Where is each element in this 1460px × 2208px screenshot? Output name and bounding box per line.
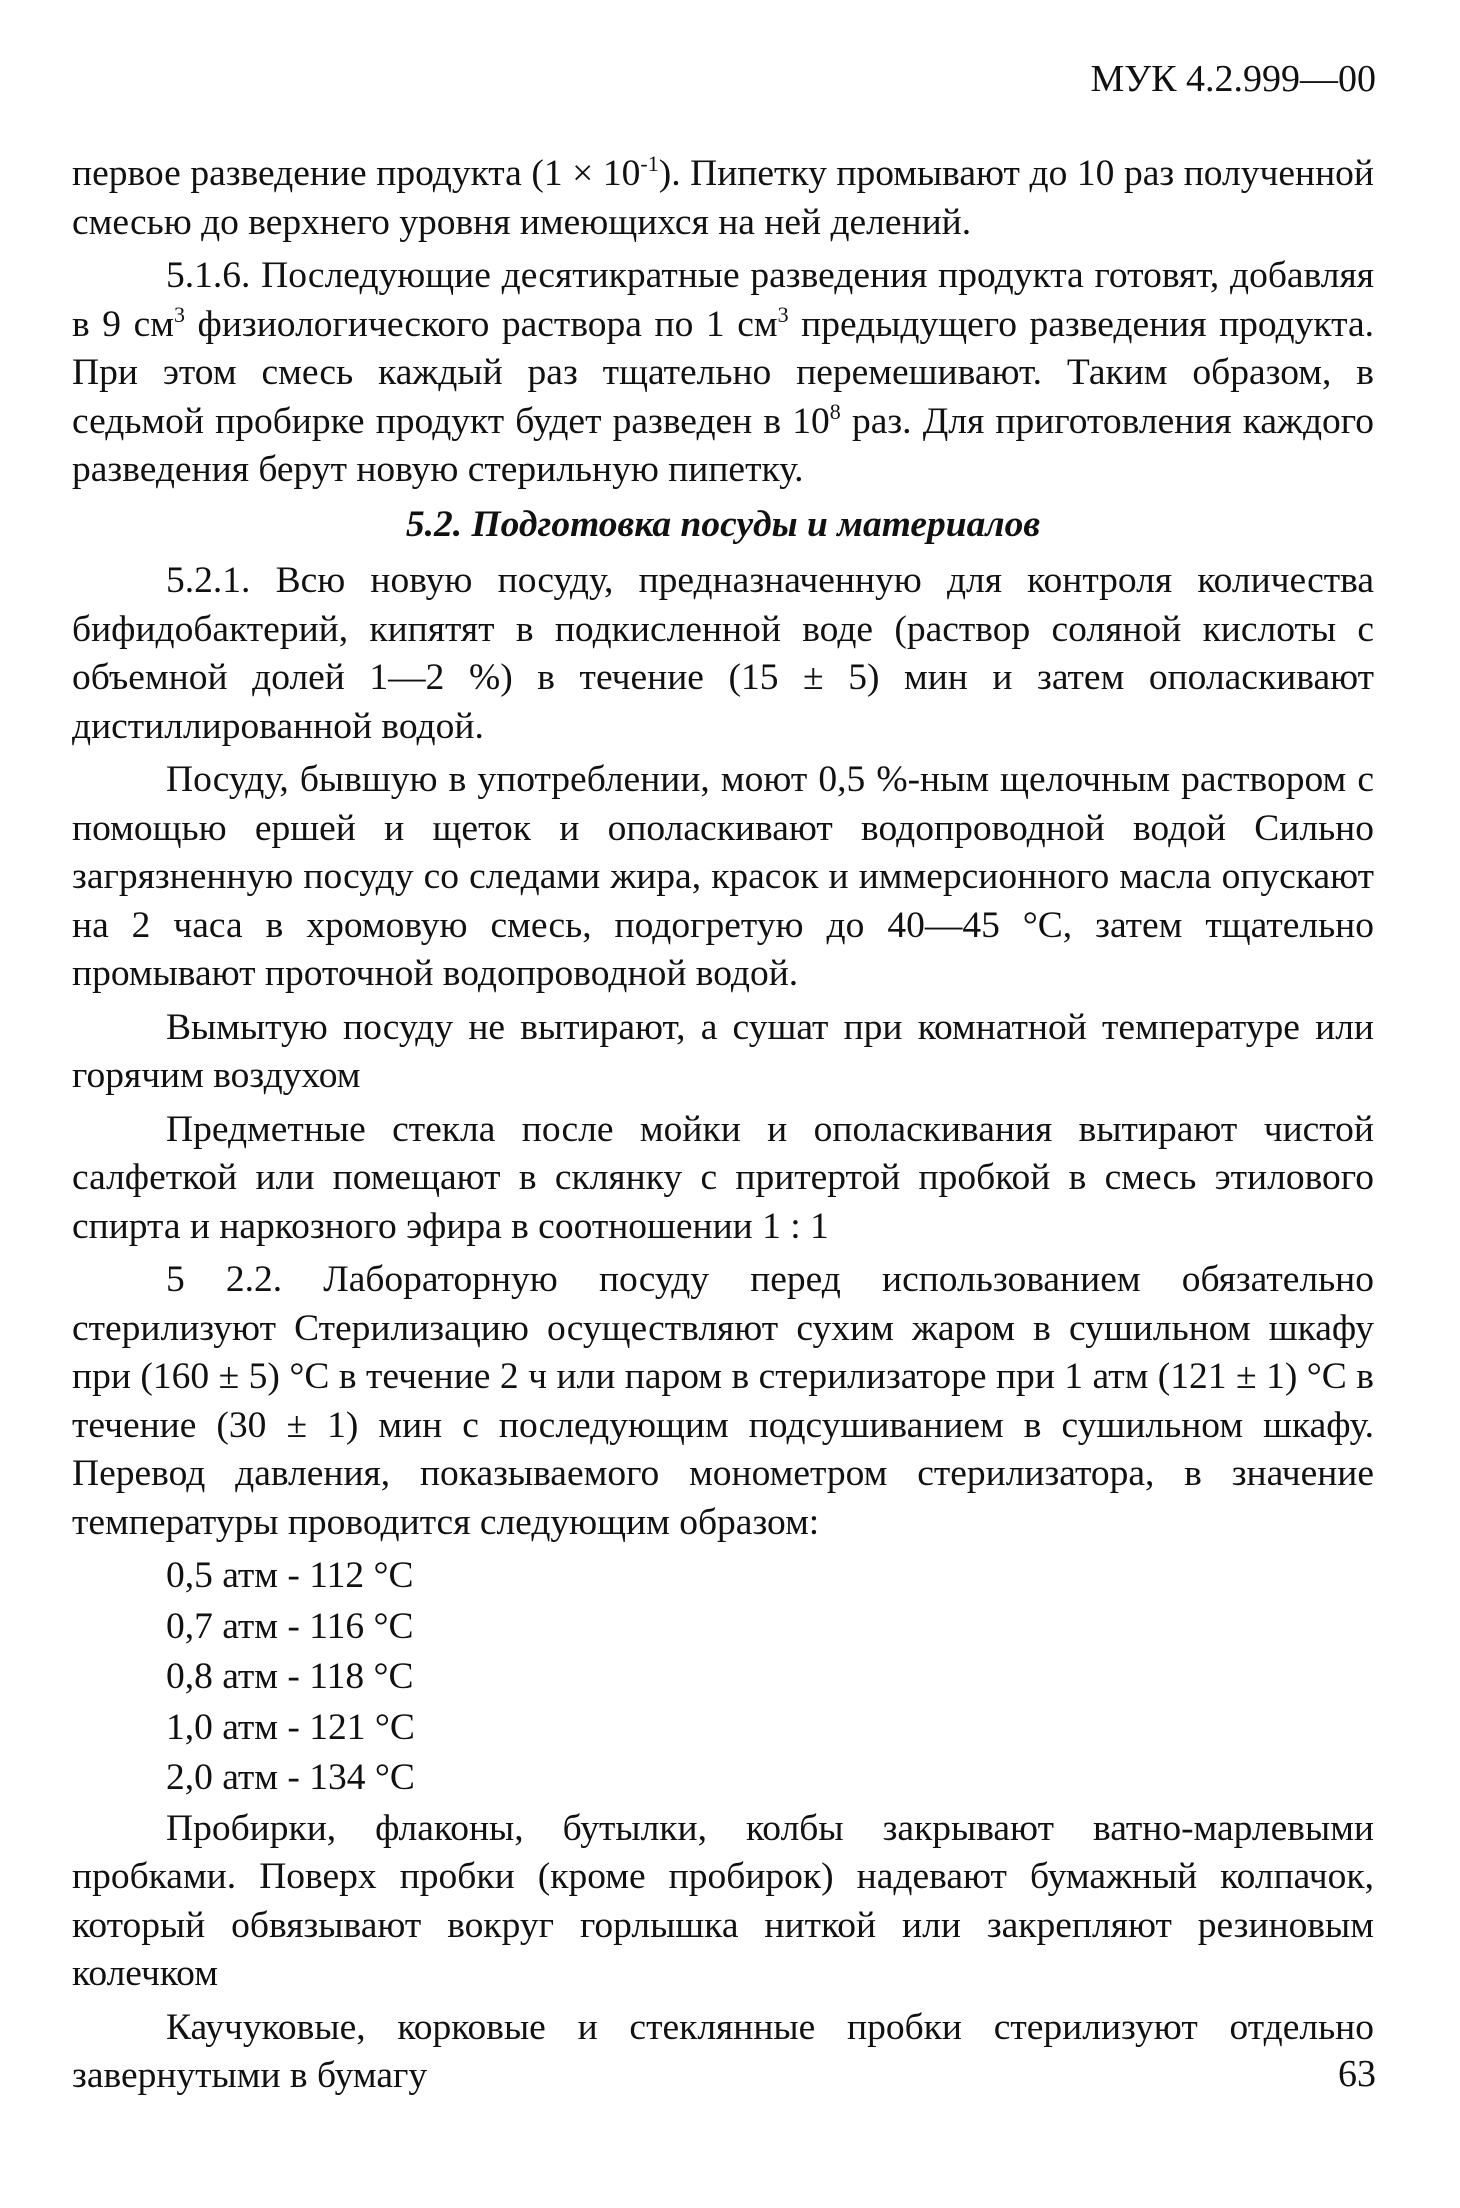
document-code-header: МУК 4.2.999—00 [1090, 58, 1376, 100]
pressure-temperature-item: 0,8 атм - 118 °С [166, 1656, 414, 1697]
superscript: 3 [173, 301, 185, 327]
text-run: физиологического раствора по 1 см [184, 303, 778, 345]
section-heading: 5.2. Подготовка посуды и материалов [405, 503, 1041, 545]
pressure-temperature-item: 0,7 атм - 116 °С [166, 1605, 414, 1647]
paragraph-rubber-stoppers: Каучуковые, корковые и стеклянные пробки стерилизуют отдельно завернутыми в бумагу [72, 2006, 1374, 2096]
paragraph-5-2-1: 5.2.1. Всю новую посуду, предназначенную для контроля количества бифидобактерий, кипятят в подкисленной воде (раствор соляной кислоты с объемной долей 1—2 %) в течение (15 ± 5) мин и затем ополаскивают дистиллированной водой. [72, 560, 1374, 747]
page-number: 63 [1338, 2053, 1376, 2095]
text-run: раз. Для приготовления каждого разведения берут новую стерильную пипетку. [72, 400, 1374, 490]
paragraph-used-glassware: Посуду, бывшую в употреблении, моют 0,5 %-ным щелочным раствором с помощью ершей и щеток и ополаскивают водопроводной водой Сильно загрязненную посуду со следами жира, красок и иммерсионного масла опускают на 2 часа в хромовую смесь, подогретую до 40—45 °С, затем тщательно промывают проточной водопроводной водой. [72, 759, 1374, 994]
superscript: -1 [640, 151, 659, 176]
text-run: ). Пипетку промывают до 10 раз полученной смесью до верхнего уровня имеющихся на ней делений. [72, 153, 1374, 243]
page-body [72, 150, 1374, 2106]
pressure-temperature-item: 1,0 атм - 121 °С [166, 1706, 415, 1748]
paragraph-stoppers: Пробирки, флаконы, бутылки, колбы закрывают ватно-марлевыми пробками. Поверх пробки (кроме пробирок) надевают бумажный колпачок, который обвязывают вокруг горлышка ниткой или закрепляют резиновым колечком [72, 1807, 1374, 1994]
paragraph-first-dilution [72, 150, 1374, 247]
paragraph-5-2-2: 5 2.2. Лабораторную посуду перед использованием обязательно стерилизуют Стерилизацию осуществляют сухим жаром в сушильном шкафу при (160 ± 5) °С в течение 2 ч или паром в стерилизаторе при 1 атм (121 ± 1) °С в течение (30 ± 1) мин с последующим подсушиванием в сушильном шкафу. Перевод давления, показываемого монометром стерилизатора, в значение температуры проводится следующим образом: [72, 1259, 1374, 1543]
superscript: 3 [777, 301, 789, 327]
superscript: 8 [829, 398, 841, 424]
paragraph-slides: Предметные стекла после мойки и ополаскивания вытирают чистой салфеткой или помещают в склянку с притертой пробкой в смесь этилового спирта и наркозного эфира в соотношении 1 : 1 [72, 1108, 1374, 1247]
pressure-temperature-item: 2,0 атм - 134 °С [166, 1757, 415, 1798]
text-run: предыдущего разведения продукта. При этом смесь каждый раз тщательно перемешивают. Таким образом, в седьмой пробирке продукт будет разведен в 10 [72, 303, 1374, 442]
text-run: первое разведение продукта (1 × 10 [72, 153, 641, 194]
paragraph-drying: Вымытую посуду не вытирают, а сушат при комнатной температуре или горячим воздухом [72, 1006, 1374, 1096]
paragraph-5-1-6 [72, 252, 1374, 495]
text-run: 5.1.6. Последующие десятикратные разведения продукта готовят, добавляя в 9 см [72, 255, 1374, 345]
pressure-temperature-item: 0,5 атм - 112 °С [166, 1555, 414, 1596]
